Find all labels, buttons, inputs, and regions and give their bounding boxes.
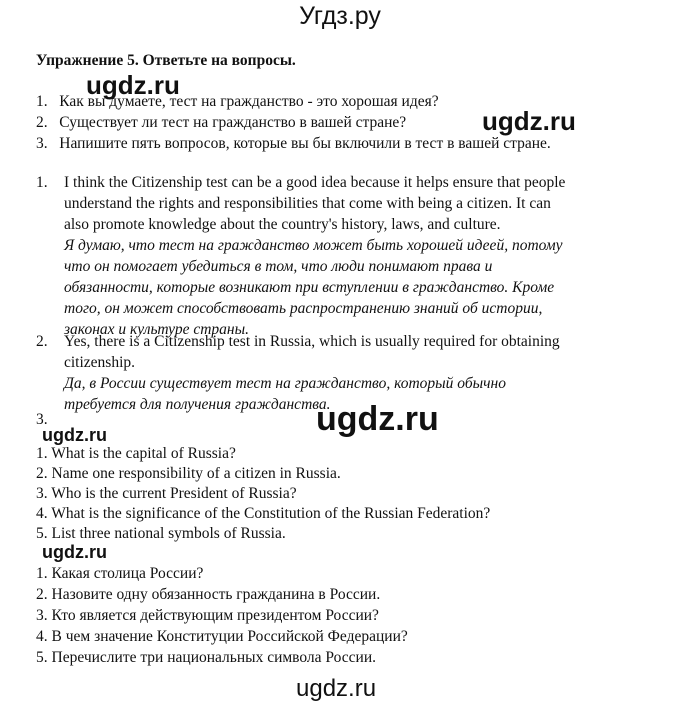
answer-2-en-line: citizenship.: [64, 354, 136, 371]
answer-3-en-item: 5. List three national symbols of Russia.: [36, 525, 286, 542]
answer-3-ru-item: 4. В чем значение Конституции Российской Федерации?: [36, 628, 408, 645]
answer-3-ru-item: 5. Перечислите три национальных символа России.: [36, 649, 377, 666]
watermark: ugdz.ru: [482, 106, 576, 136]
answer-1-ru-line: что он помогает убедиться в том, что люди понимают права и: [64, 258, 493, 275]
answer-1-en-line: I think the Citizenship test can be a good idea because it helps ensure that people: [64, 174, 566, 191]
answer-1-ru-line: обязанности, которые возникают при вступлении в гражданство. Кроме: [64, 279, 555, 296]
watermark: ugdz.ru: [316, 400, 439, 438]
watermark: ugdz.ru: [42, 542, 107, 562]
question-1: 1. Как вы думаете, тест на гражданство - это хорошая идея?: [36, 93, 439, 110]
answer-3-ru-item: 3. Кто является действующим президентом России?: [36, 607, 379, 624]
footer-watermark: ugdz.ru: [296, 675, 377, 702]
watermark: ugdz.ru: [42, 425, 107, 445]
answer-3-number: 3.: [36, 411, 48, 428]
watermark: ugdz.ru: [86, 70, 180, 100]
exercise-heading: Упражнение 5. Ответьте на вопросы.: [36, 52, 296, 69]
answer-3-ru-item: 1. Какая столица России?: [36, 565, 204, 582]
question-2: 2. Существует ли тест на гражданство в вашей стране?: [36, 114, 407, 131]
answer-1-ru-line: Я думаю, что тест на гражданство может быть хорошей идеей, потому: [64, 237, 563, 254]
answer-3-en-item: 2. Name one responsibility of a citizen in Russia.: [36, 465, 341, 482]
answer-2-ru-line: Да, в России существует тест на гражданство, который обычно: [64, 375, 506, 392]
answer-2-en-line: Yes, there is a Citizenship test in Russia, which is usually required for obtaining: [64, 333, 560, 350]
answer-3-en-item: 4. What is the significance of the Constitution of the Russian Federation?: [36, 505, 491, 522]
answer-3-en-item: 1. What is the capital of Russia?: [36, 445, 236, 462]
answer-1-number: 1.: [36, 174, 48, 191]
answer-1-ru-line: того, он может способствовать распространению знаний об истории,: [64, 300, 543, 317]
answer-1-en-line: understand the rights and responsibilities that come with being a citizen. It can: [64, 195, 551, 212]
answer-1-ru-line: законах и культуре страны.: [64, 321, 249, 338]
question-3: 3. Напишите пять вопросов, которые вы бы включили в тест в вашей стране.: [36, 135, 551, 152]
answer-2-ru-line: требуется для получения гражданства.: [64, 396, 331, 413]
site-title: Угдз.ру: [299, 2, 381, 30]
answer-1-en-line: also promote knowledge about the country's history, laws, and culture.: [64, 216, 501, 233]
answer-3-ru-item: 2. Назовите одну обязанность гражданина в России.: [36, 586, 381, 603]
answer-2-number: 2.: [36, 333, 48, 350]
answer-3-en-item: 3. Who is the current President of Russia?: [36, 485, 297, 502]
